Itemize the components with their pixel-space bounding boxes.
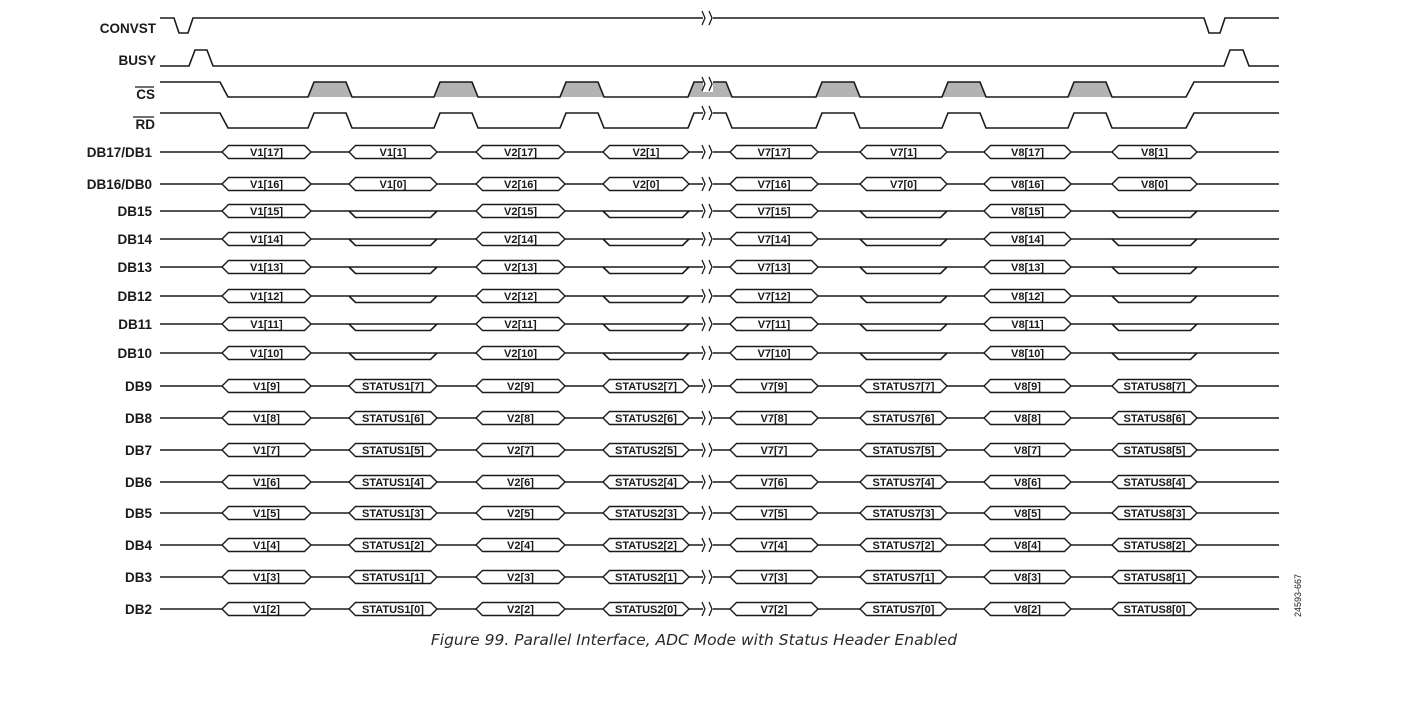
bus-row-label: DB14	[117, 232, 152, 247]
bus-cell-label: STATUS2[4]	[615, 477, 677, 489]
bus-cell-label: V1[0]	[379, 179, 407, 191]
bus-gap	[349, 239, 437, 246]
bus-cell-label: V2[9]	[507, 381, 534, 393]
cs-pulse-2	[434, 82, 478, 97]
bus-cell-label: STATUS7[5]	[872, 445, 935, 457]
bus-cell-label: V7[14]	[757, 234, 791, 246]
bus-cell-label: V8[0]	[1141, 179, 1168, 191]
bus-cell-label: V2[11]	[504, 319, 537, 331]
bus-cell-label: V7[13]	[757, 262, 791, 274]
bus-row	[125, 410, 1279, 426]
bus-cell-label: V7[6]	[760, 477, 788, 489]
bus-row-label: DB7	[124, 443, 152, 458]
bus-cell-label: V2[8]	[507, 413, 534, 425]
bus-gap	[603, 353, 689, 360]
bus-cell-label: V1[3]	[253, 572, 280, 584]
bus-cell-label: V2[12]	[503, 291, 538, 303]
bus-cell-label: STATUS1[5]	[362, 445, 424, 457]
figure-caption: Figure 99. Parallel Interface, ADC Mode with Status Header Enabled	[430, 631, 958, 649]
bus-cell-label: STATUS8[6]	[1123, 413, 1186, 425]
bus-cell-label: V7[10]	[757, 348, 791, 360]
bus-row	[87, 176, 1279, 192]
bus-cell-label: V2[13]	[503, 262, 538, 274]
bus-break-mark	[702, 569, 713, 585]
convst-break-mark	[702, 10, 713, 26]
figure-id: 24593-667	[1293, 573, 1303, 617]
bus-row-label: DB12	[117, 289, 152, 304]
bus-row	[117, 259, 1279, 275]
bus-cell-label: STATUS2[3]	[615, 508, 677, 520]
bus-cell-label: V8[7]	[1014, 445, 1041, 457]
bus-cell-label: V8[13]	[1010, 262, 1045, 274]
bus-cell-label: V8[12]	[1010, 291, 1045, 303]
bus-gap	[349, 296, 437, 303]
bus-row	[117, 231, 1279, 247]
bus-row-label: DB3	[124, 570, 152, 585]
bus-break-mark	[702, 537, 713, 553]
bus-gap	[1112, 267, 1197, 274]
bus-cell-label: STATUS1[4]	[362, 477, 424, 489]
bus-row	[125, 569, 1279, 585]
bus-row	[125, 505, 1279, 521]
bus-cell-label: STATUS1[3]	[362, 508, 424, 520]
bus-cell-label: STATUS7[4]	[872, 477, 935, 489]
bus-cell-label: STATUS8[1]	[1123, 572, 1186, 584]
bus-cell-label: V1[7]	[253, 445, 280, 457]
bus-cell-label: V7[3]	[760, 572, 788, 584]
bus-row	[117, 203, 1279, 219]
bus-cell-label: STATUS8[3]	[1123, 508, 1186, 520]
busy-waveform	[160, 50, 1279, 66]
bus-gap	[1112, 211, 1197, 218]
bus-row	[125, 601, 1279, 617]
bus-cell-label: V1[17]	[249, 147, 284, 159]
bus-row	[117, 288, 1279, 304]
bus-break-mark	[702, 474, 713, 490]
bus-break-mark	[702, 505, 713, 521]
bus-row-label: DB15	[117, 204, 152, 219]
bus-row-label: DB10	[117, 346, 152, 361]
bus-cell-label: V8[3]	[1014, 572, 1041, 584]
cs-pulse-5	[816, 82, 860, 97]
bus-cell-label: V1[5]	[253, 508, 280, 520]
bus-break-mark	[702, 410, 713, 426]
convst-label: CONVST	[99, 21, 156, 36]
bus-break-mark	[702, 288, 713, 304]
bus-cell-label: STATUS7[0]	[872, 604, 935, 616]
bus-cell-label: STATUS2[2]	[615, 540, 677, 552]
bus-gap	[603, 211, 689, 218]
cs-pulse-3	[560, 82, 604, 97]
bus-break-mark	[702, 378, 713, 394]
bus-row-label: DB11	[118, 317, 152, 332]
bus-gap	[1112, 353, 1197, 360]
bus-cell-label: V8[11]	[1011, 319, 1044, 331]
bus-cell-label: STATUS2[6]	[615, 413, 677, 425]
bus-break-mark	[702, 203, 713, 219]
bus-row-label: DB4	[124, 538, 152, 553]
bus-cell-label: V8[10]	[1010, 348, 1045, 360]
bus-cell-label: V7[7]	[760, 445, 788, 457]
bus-cell-label: V7[11]	[757, 319, 791, 331]
bus-cell-label: V7[16]	[757, 179, 791, 191]
cs-pulse-6	[942, 82, 986, 97]
bus-cell-label: V1[6]	[253, 477, 280, 489]
bus-gap	[603, 324, 689, 331]
signal-labels	[100, 21, 157, 132]
bus-cell-label: V2[16]	[503, 179, 538, 191]
bus-cell-label: STATUS1[6]	[362, 413, 424, 425]
bus-cell-label: STATUS2[1]	[615, 572, 677, 584]
bus-cell-label: STATUS7[1]	[872, 572, 935, 584]
bus-row-label: DB8	[124, 411, 152, 426]
cs-label: CS	[136, 87, 155, 102]
bus-row-label: DB5	[124, 506, 152, 521]
bus-gap	[860, 211, 947, 218]
bus-cell-label: STATUS8[7]	[1123, 381, 1186, 393]
bus-cell-label: V1[1]	[379, 147, 407, 159]
control-waveforms	[160, 10, 1279, 128]
rd-break-mark	[702, 105, 713, 121]
bus-gap	[349, 324, 437, 331]
bus-gap	[603, 296, 689, 303]
bus-row	[87, 144, 1279, 160]
bus-cell-label: V2[2]	[507, 604, 534, 616]
bus-cell-label: V1[15]	[249, 206, 284, 218]
bus-cell-label: V7[9]	[760, 381, 788, 393]
bus-cell-label: V7[2]	[760, 604, 788, 616]
bus-cell-label: V2[4]	[507, 540, 534, 552]
bus-cell-label: V8[1]	[1141, 147, 1168, 159]
rd-label: RD	[135, 117, 155, 132]
bus-cell-label: V2[0]	[632, 179, 660, 191]
bus-cell-label: V7[0]	[890, 179, 917, 191]
bus-break-mark	[702, 259, 713, 275]
bus-cell-label: STATUS2[5]	[615, 445, 677, 457]
bus-cell-label: STATUS2[7]	[615, 381, 677, 393]
bus-cell-label: STATUS7[6]	[872, 413, 935, 425]
bus-cell-label: STATUS1[2]	[362, 540, 424, 552]
bus-cell-label: STATUS2[0]	[615, 604, 677, 616]
bus-cell-label: V2[3]	[507, 572, 534, 584]
bus-cell-label: STATUS1[1]	[362, 572, 424, 584]
bus-cell-label: V8[4]	[1014, 540, 1041, 552]
bus-cell-label: V1[4]	[253, 540, 280, 552]
bus-cell-label: V8[8]	[1014, 413, 1041, 425]
bus-cell-label: V1[14]	[249, 234, 284, 246]
bus-break-mark	[702, 176, 713, 192]
bus-cell-label: V8[6]	[1014, 477, 1041, 489]
bus-cell-label: V8[9]	[1014, 381, 1041, 393]
bus-cell-label: V7[12]	[757, 291, 791, 303]
bus-cell-label: V8[17]	[1010, 147, 1045, 159]
bus-row-label: DB13	[117, 260, 152, 275]
bus-gap	[860, 239, 947, 246]
busy-label: BUSY	[118, 53, 156, 68]
bus-cell-label: V1[9]	[253, 381, 280, 393]
bus-cell-label: V8[16]	[1010, 179, 1045, 191]
bus-row-label: DB9	[124, 379, 152, 394]
bus-gap	[603, 239, 689, 246]
bus-cell-label: STATUS8[5]	[1123, 445, 1186, 457]
bus-break-mark	[702, 345, 713, 361]
bus-cell-label: V2[17]	[503, 147, 538, 159]
data-bus-waveforms	[87, 144, 1279, 617]
bus-row-label: DB6	[124, 475, 152, 490]
bus-gap	[603, 267, 689, 274]
bus-gap	[1112, 296, 1197, 303]
cs-pulse-7	[1068, 82, 1112, 97]
bus-row	[125, 474, 1279, 490]
cs-pulse-1	[308, 82, 352, 97]
bus-cell-label: V2[6]	[507, 477, 534, 489]
bus-row-label: DB17/DB1	[86, 145, 152, 160]
bus-cell-label: V1[11]	[250, 319, 283, 331]
bus-cell-label: V7[8]	[760, 413, 788, 425]
bus-gap	[1112, 324, 1197, 331]
bus-cell-label: V8[2]	[1014, 604, 1041, 616]
bus-cell-label: STATUS8[4]	[1123, 477, 1186, 489]
bus-cell-label: STATUS8[0]	[1123, 604, 1186, 616]
bus-break-mark	[702, 601, 713, 617]
bus-row	[125, 442, 1279, 458]
bus-cell-label: V1[12]	[249, 291, 284, 303]
bus-cell-label: V1[10]	[249, 348, 284, 360]
bus-cell-label: V2[15]	[503, 206, 538, 218]
bus-gap	[349, 211, 437, 218]
bus-cell-label: V8[5]	[1014, 508, 1041, 520]
bus-cell-label: V7[15]	[757, 206, 791, 218]
bus-cell-label: STATUS8[2]	[1123, 540, 1186, 552]
bus-gap	[860, 324, 947, 331]
bus-cell-label: V8[14]	[1010, 234, 1045, 246]
bus-cell-label: V7[17]	[757, 147, 791, 159]
bus-break-mark	[702, 316, 713, 332]
bus-gap	[860, 267, 947, 274]
bus-gap	[349, 267, 437, 274]
cs-break-mark	[702, 76, 713, 92]
bus-cell-label: V1[2]	[253, 604, 280, 616]
bus-cell-label: V2[10]	[503, 348, 538, 360]
bus-break-mark	[702, 231, 713, 247]
bus-cell-label: V7[5]	[760, 508, 788, 520]
bus-cell-label: V2[14]	[503, 234, 538, 246]
bus-gap	[349, 353, 437, 360]
bus-cell-label: V7[4]	[760, 540, 788, 552]
bus-cell-label: V2[7]	[507, 445, 534, 457]
bus-cell-label: V2[5]	[507, 508, 534, 520]
bus-break-mark	[702, 144, 713, 160]
bus-cell-label: V1[16]	[249, 179, 284, 191]
bus-gap	[860, 296, 947, 303]
bus-break-mark	[702, 442, 713, 458]
bus-row-label: DB16/DB0	[86, 177, 152, 192]
bus-row-label: DB2	[124, 602, 152, 617]
bus-cell-label: V2[1]	[632, 147, 660, 159]
bus-cell-label: STATUS1[0]	[362, 604, 424, 616]
bus-row	[117, 345, 1279, 361]
rd-waveform	[160, 113, 1279, 128]
bus-cell-label: V8[15]	[1010, 206, 1045, 218]
bus-cell-label: V1[8]	[253, 413, 280, 425]
bus-gap	[1112, 239, 1197, 246]
bus-row	[125, 378, 1279, 394]
bus-cell-label: STATUS7[7]	[872, 381, 935, 393]
bus-row	[125, 537, 1279, 553]
bus-cell-label: STATUS1[7]	[362, 381, 424, 393]
bus-gap	[860, 353, 947, 360]
bus-cell-label: V7[1]	[890, 147, 917, 159]
bus-cell-label: STATUS7[3]	[872, 508, 935, 520]
bus-cell-label: STATUS7[2]	[872, 540, 935, 552]
convst-waveform	[160, 18, 1279, 33]
bus-cell-label: V1[13]	[249, 262, 284, 274]
bus-row	[118, 316, 1279, 332]
